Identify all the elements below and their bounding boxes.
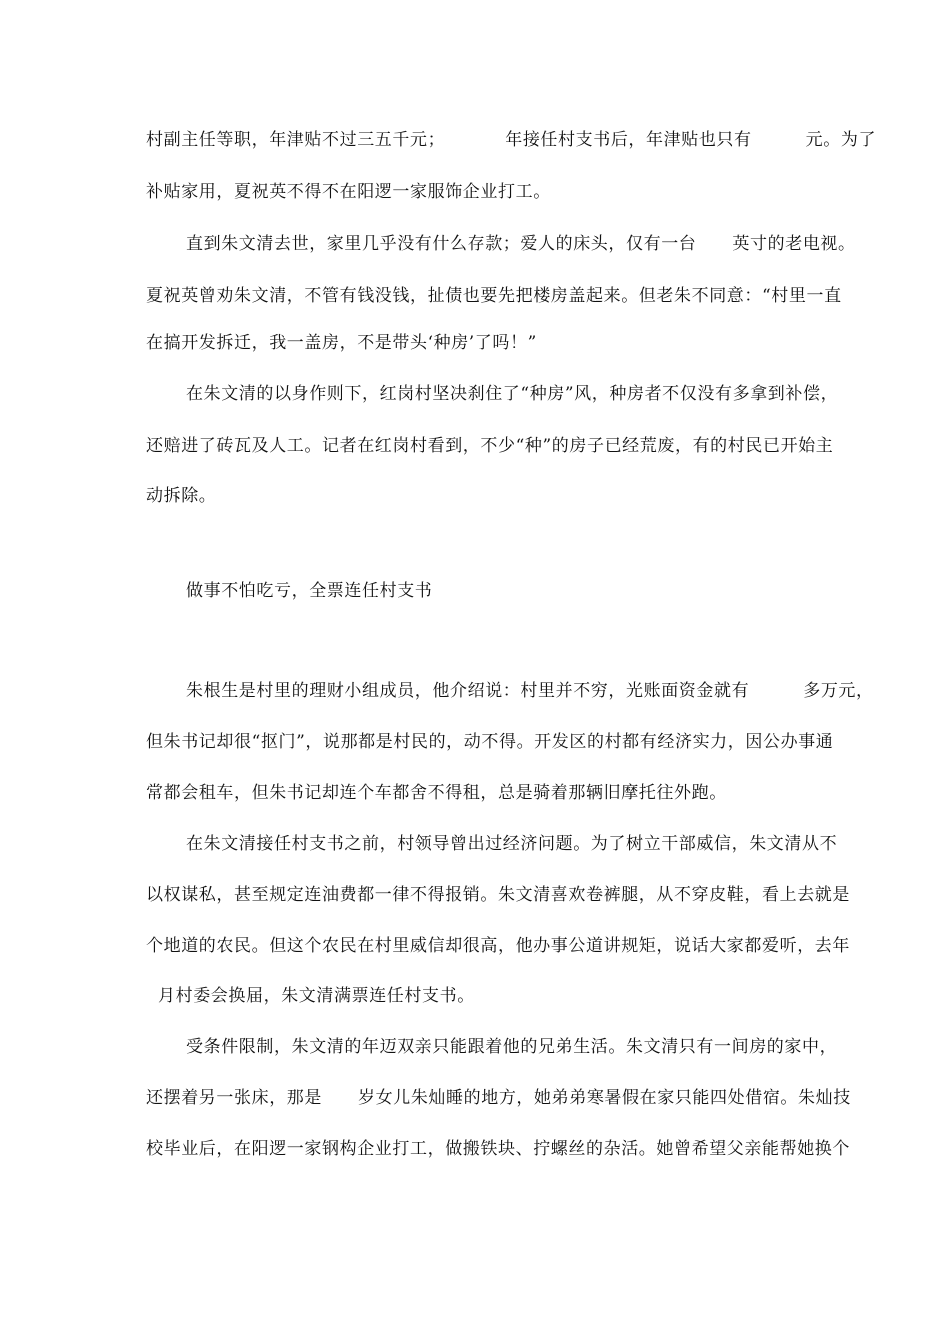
text-line: 在朱文清接任村支书之前，村领导曾出过经济问题。为了树立干部威信，朱文清从不 bbox=[186, 834, 838, 854]
text-line: 在朱文清的以身作则下，红岗村坚决刹住了“种房”风，种房者不仅没有多拿到补偿， bbox=[186, 384, 839, 404]
text-line: 动拆除。 bbox=[146, 486, 217, 506]
text-line: 村副主任等职，年津贴不过三五千元； 年接任村支书后，年津贴也只有 元。为了 bbox=[146, 130, 877, 150]
text-line: 补贴家用，夏祝英不得不在阳逻一家服饰企业打工。 bbox=[146, 182, 551, 202]
text-line: 在搞开发拆迁，我一盖房，不是带头‘种房’了吗！” bbox=[146, 333, 537, 353]
text-line: 但朱书记却很“抠门”，说那都是村民的，动不得。开发区的村都有经济实力，因公办事通 bbox=[146, 732, 834, 752]
text-line: 以权谋私，甚至规定连油费都一律不得报销。朱文清喜欢卷裤腿，从不穿皮鞋，看上去就是 bbox=[146, 885, 850, 905]
text-line: 还赔进了砖瓦及人工。记者在红岗村看到，不少“种”的房子已经荒废，有的村民已开始主 bbox=[146, 436, 834, 456]
text-line: 个地道的农民。但这个农民在村里威信却很高，他办事公道讲规矩，说话大家都爱听，去年 bbox=[146, 936, 850, 956]
text-line: 还摆着另一张床，那是 岁女儿朱灿睡的地方，她弟弟寒暑假在家只能四处借宿。朱灿技 bbox=[146, 1088, 851, 1108]
section-heading: 做事不怕吃亏，全票连任村支书 bbox=[186, 581, 433, 601]
text-line: 常都会租车，但朱书记却连个车都舍不得租，总是骑着那辆旧摩托往外跑。 bbox=[146, 783, 727, 803]
text-line: 月村委会换届，朱文清满票连任村支书。 bbox=[158, 986, 475, 1006]
text-line: 校毕业后，在阳逻一家钢构企业打工，做搬铁块、拧螺丝的杂活。她曾希望父亲能帮她换个 bbox=[146, 1139, 850, 1159]
text-line: 受条件限制，朱文清的年迈双亲只能跟着他的兄弟生活。朱文清只有一间房的家中， bbox=[186, 1037, 838, 1057]
text-line: 夏祝英曾劝朱文清，不管有钱没钱，扯债也要先把楼房盖起来。但老朱不同意：“村里一直 bbox=[146, 286, 842, 306]
text-line: 直到朱文清去世，家里几乎没有什么存款；爱人的床头，仅有一台 英寸的老电视。 bbox=[186, 234, 856, 254]
text-line: 朱根生是村里的理财小组成员，他介绍说：村里并不穷，光账面资金就有 多万元， bbox=[186, 681, 874, 701]
